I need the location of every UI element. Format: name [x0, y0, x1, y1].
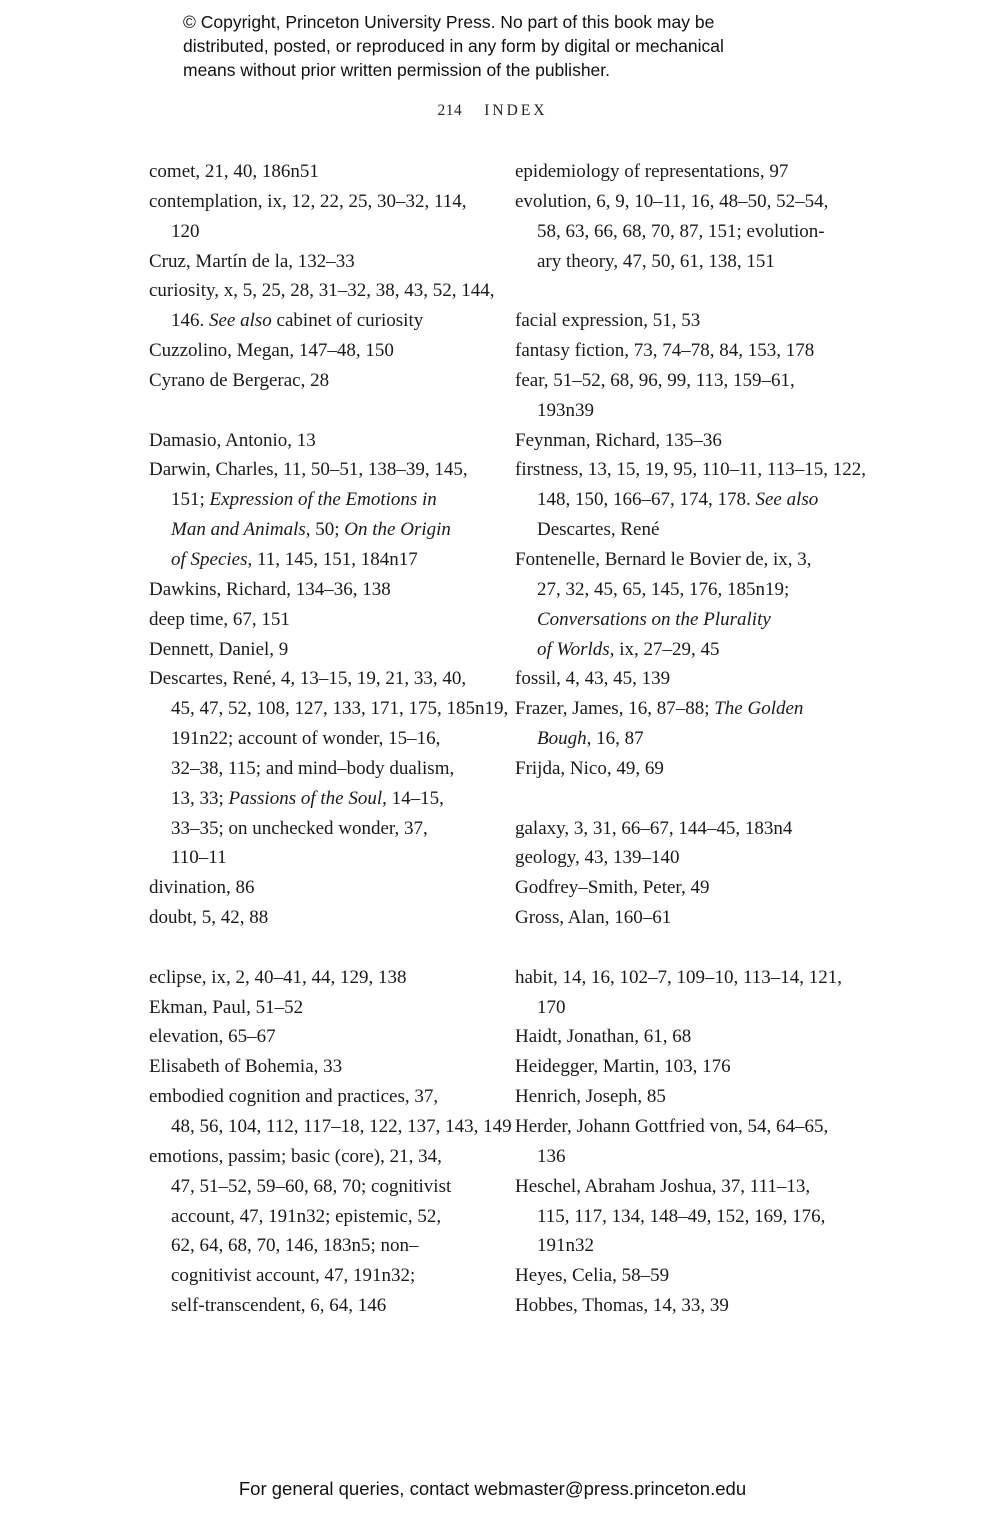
index-entry: Herder, Johann Gottfried von, 54, 64–65, — [515, 1116, 829, 1137]
index-entry: Henrich, Joseph, 85 — [515, 1086, 666, 1108]
index-entry: Ekman, Paul, 51–52 — [149, 996, 304, 1018]
index-entry-continuation: 115, 117, 134, 148–49, 152, 169, 176, — [537, 1205, 826, 1227]
index-entry: divination, 86 — [149, 877, 255, 899]
index-entry-continuation: 170 — [537, 996, 566, 1018]
index-entry: emotions, passim; basic (core), 21, 34, — [149, 1145, 442, 1167]
index-entry: Descartes, René, 4, 13–15, 19, 21, 33, 40, — [149, 668, 467, 690]
index-entry: Heyes, Celia, 58–59 — [515, 1265, 670, 1287]
index-entry-continuation: 62, 64, 68, 70, 146, 183n5; non– — [171, 1235, 419, 1257]
index-entry-continuation: Man and Animals, 50; On the Origin — [171, 519, 451, 541]
index-entry-continuation: 13, 33; Passions of the Soul, 14–15, — [171, 787, 444, 809]
index-entry-continuation: 45, 47, 52, 108, 127, 133, 171, 175, 185n19, — [171, 698, 509, 720]
index-spacer — [149, 933, 479, 963]
copyright-line: means without prior written permission of the publisher. — [183, 60, 611, 80]
index-column-left — [149, 157, 512, 1321]
copyright-notice — [183, 10, 883, 82]
index-entry-continuation: 110–11 — [171, 847, 227, 869]
index-entry: habit, 14, 16, 102–7, 109–10, 113–14, 121, — [515, 966, 843, 988]
index-entry: Dawkins, Richard, 134–36, 138 — [149, 578, 391, 600]
running-head — [0, 102, 985, 120]
index-entry-continuation: 58, 63, 66, 68, 70, 87, 151; evolution- — [537, 220, 825, 242]
index-spacer — [149, 396, 479, 426]
index-entry-continuation: self-transcendent, 6, 64, 146 — [171, 1295, 387, 1317]
index-entry: galaxy, 3, 31, 66–67, 144–45, 183n4 — [515, 817, 793, 839]
index-entry: contemplation, ix, 12, 22, 25, 30–32, 114, — [149, 190, 467, 212]
index-entry: Cyrano de Bergerac, 28 — [149, 369, 330, 391]
index-entry: fossil, 4, 43, 45, 139 — [515, 668, 671, 690]
index-entry: Damasio, Antonio, 13 — [149, 429, 316, 451]
index-entry: Cruz, Martín de la, 132–33 — [149, 250, 355, 272]
index-spacer — [515, 784, 845, 814]
index-entry-continuation: Descartes, René — [537, 519, 660, 541]
index-entry-continuation: of Worlds, ix, 27–29, 45 — [537, 638, 720, 660]
index-entry-continuation: 27, 32, 45, 65, 145, 176, 185n19; — [537, 578, 790, 600]
running-head-title: INDEX — [484, 102, 548, 119]
index-spacer — [515, 933, 845, 963]
index-entry: Darwin, Charles, 11, 50–51, 138–39, 145, — [149, 459, 468, 481]
index-entry: Frazer, James, 16, 87–88; The Golden — [515, 698, 804, 720]
index-entry-continuation: ary theory, 47, 50, 61, 138, 151 — [537, 250, 775, 272]
index-entry: embodied cognition and practices, 37, — [149, 1086, 439, 1108]
index-entry-continuation: 32–38, 115; and mind–body dualism, — [171, 757, 455, 779]
index-entry: Frijda, Nico, 49, 69 — [515, 757, 664, 779]
index-entry: Haidt, Jonathan, 61, 68 — [515, 1026, 692, 1048]
index-entry: fear, 51–52, 68, 96, 99, 113, 159–61, — [515, 369, 795, 391]
index-entry: Gross, Alan, 160–61 — [515, 907, 672, 929]
index-spacer — [515, 276, 845, 306]
index-entry: facial expression, 51, 53 — [515, 310, 701, 332]
index-entry: Godfrey–Smith, Peter, 49 — [515, 877, 710, 899]
index-entry: geology, 43, 139–140 — [515, 847, 680, 869]
index-entry: firstness, 13, 15, 19, 95, 110–11, 113–15, 122, — [515, 459, 866, 481]
index-entry: elevation, 65–67 — [149, 1026, 276, 1048]
index-entry-continuation: cognitivist account, 47, 191n32; — [171, 1265, 416, 1287]
page-number: 214 — [437, 102, 463, 119]
index-entry: comet, 21, 40, 186n51 — [149, 161, 319, 182]
index-entry-continuation: 148, 150, 166–67, 174, 178. See also — [537, 489, 819, 511]
index-entry-continuation: 146. See also cabinet of curiosity — [171, 310, 424, 332]
footer-contact: For general queries, contact webmaster@press.princeton.edu — [238, 1478, 747, 1499]
index-entry: eclipse, ix, 2, 40–41, 44, 129, 138 — [149, 966, 407, 988]
index-entry-continuation: 151; Expression of the Emotions in — [171, 489, 437, 511]
index-entry-continuation: Bough, 16, 87 — [537, 728, 644, 750]
index-entry: Feynman, Richard, 135–36 — [515, 429, 722, 451]
index-entry: evolution, 6, 9, 10–11, 16, 48–50, 52–54, — [515, 190, 829, 212]
index-column-right — [515, 157, 866, 1321]
index-entry: Elisabeth of Bohemia, 33 — [149, 1056, 343, 1078]
index-entry: Hobbes, Thomas, 14, 33, 39 — [515, 1295, 729, 1317]
index-entry-continuation: 136 — [537, 1145, 566, 1167]
copyright-line: © Copyright, Princeton University Press. No part of this book may be — [183, 12, 715, 32]
index-entry: doubt, 5, 42, 88 — [149, 907, 269, 929]
index-entry-continuation: 191n22; account of wonder, 15–16, — [171, 728, 441, 750]
index-entry-continuation: account, 47, 191n32; epistemic, 52, — [171, 1205, 442, 1227]
index-entry: Cuzzolino, Megan, 147–48, 150 — [149, 340, 394, 362]
copyright-line: distributed, posted, or reproduced in any form by digital or mechanical — [183, 36, 724, 56]
index-entry: Dennett, Daniel, 9 — [149, 638, 289, 660]
index-entry-continuation: 120 — [171, 220, 200, 242]
index-entry-continuation: of Species, 11, 145, 151, 184n17 — [171, 548, 418, 570]
index-entry-continuation: 191n32 — [537, 1235, 594, 1257]
index-entry-continuation: 193n39 — [537, 399, 594, 421]
index-entry: Heidegger, Martin, 103, 176 — [515, 1056, 731, 1078]
index-entry: Fontenelle, Bernard le Bovier de, ix, 3, — [515, 548, 812, 570]
index-entry: curiosity, x, 5, 25, 28, 31–32, 38, 43, 52, 144, — [149, 280, 495, 302]
index-entry: fantasy fiction, 73, 74–78, 84, 153, 178 — [515, 340, 815, 362]
index-entry-continuation: 48, 56, 104, 112, 117–18, 122, 137, 143, 149 — [171, 1116, 512, 1137]
index-entry-continuation: 47, 51–52, 59–60, 68, 70; cognitivist — [171, 1175, 452, 1197]
index-entry-continuation: 33–35; on unchecked wonder, 37, — [171, 817, 428, 839]
index-entry-continuation: Conversations on the Plurality — [537, 608, 771, 630]
index-entry: Heschel, Abraham Joshua, 37, 111–13, — [515, 1175, 811, 1197]
index-entry: deep time, 67, 151 — [149, 608, 290, 630]
index-entry: epidemiology of representations, 97 — [515, 161, 789, 182]
